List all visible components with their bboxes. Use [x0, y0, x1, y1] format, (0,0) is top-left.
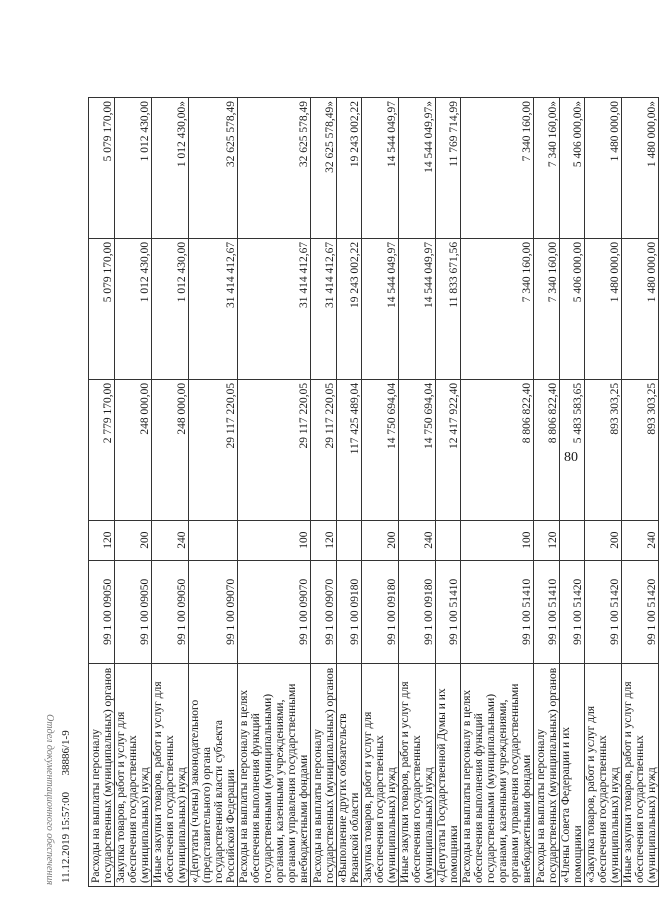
- row-value-c: 1 480 000,00»: [622, 98, 659, 239]
- table-row: [337, 98, 362, 887]
- row-kind: 200: [585, 520, 622, 560]
- row-value-c: 11 769 714,99: [436, 98, 461, 239]
- row-code: 99 1 00 51410: [534, 560, 560, 663]
- row-value-b: 31 414 412,67: [311, 238, 337, 379]
- table-row: [622, 98, 659, 887]
- row-value-c: 32 625 578,49: [238, 98, 311, 239]
- table-row: [585, 98, 622, 887]
- row-kind: 120: [534, 520, 560, 560]
- row-code: 99 1 00 51420: [585, 560, 622, 663]
- row-kind: 100: [461, 520, 534, 560]
- row-value-a: 893 303,25: [622, 379, 659, 520]
- row-value-c: 1 012 430,00»: [152, 98, 189, 239]
- row-value-a: 8 806 822,40: [534, 379, 560, 520]
- row-value-c: 5 079 170,00: [89, 98, 115, 239]
- row-kind: [337, 520, 362, 560]
- row-name: Иные закупки товаров, работ и услуг для обеспечения государственных (муниципальных) нужд: [622, 663, 659, 886]
- row-value-c: 1 012 430,00: [115, 98, 152, 239]
- row-value-b: 11 833 671,56: [436, 238, 461, 379]
- row-value-c: 5 406 000,00»: [560, 98, 585, 239]
- row-kind: 120: [89, 520, 115, 560]
- row-value-b: 19 243 002,22: [337, 238, 362, 379]
- row-value-a: 893 303,25: [585, 379, 622, 520]
- row-value-c: 19 243 002,22: [337, 98, 362, 239]
- row-value-b: 1 012 430,00: [115, 238, 152, 379]
- table-row: [362, 98, 399, 887]
- row-value-a: 12 417 922,40: [436, 379, 461, 520]
- row-value-b: 1 480 000,00: [585, 238, 622, 379]
- row-value-b: 14 544 049,97: [362, 238, 399, 379]
- row-value-b: 7 340 160,00: [534, 238, 560, 379]
- table-row: [534, 98, 560, 887]
- row-name: Иные закупки товаров, работ и услуг для обеспечения государственных (муниципальных) нужд: [399, 663, 436, 886]
- row-code: 99 1 00 09180: [399, 560, 436, 663]
- row-value-c: 7 340 160,00: [461, 98, 534, 239]
- row-code: 99 1 00 09180: [362, 560, 399, 663]
- row-name: Закупка товаров, работ и услуг для обеспечения государственных (муниципальных) нужд: [115, 663, 152, 886]
- table-row: [461, 98, 534, 887]
- row-code: 99 1 00 51410: [461, 560, 534, 663]
- row-value-a: 117 425 489,04: [337, 379, 362, 520]
- row-value-b: 31 414 412,67: [189, 238, 238, 379]
- row-code: 99 1 00 51420: [622, 560, 659, 663]
- document-footer: [60, 730, 72, 883]
- row-code: 99 1 00 09050: [115, 560, 152, 663]
- table-row: [238, 98, 311, 887]
- row-value-a: 29 117 220,05: [189, 379, 238, 520]
- row-value-b: 5 406 000,00: [560, 238, 585, 379]
- row-name: Расходы на выплаты персоналу в целях обеспечения выполнения функций государственными (муниципальными) органами, казенными учреждениями, органами управления государственными внебюджетными фондами: [461, 663, 534, 886]
- row-value-a: 14 750 694,04: [362, 379, 399, 520]
- row-value-c: 1 480 000,00: [585, 98, 622, 239]
- row-value-b: 1 480 000,00: [622, 238, 659, 379]
- table-row: [89, 98, 115, 887]
- row-code: 99 1 00 09050: [89, 560, 115, 663]
- row-value-b: 7 340 160,00: [461, 238, 534, 379]
- row-value-b: 5 079 170,00: [89, 238, 115, 379]
- row-code: 99 1 00 09070: [189, 560, 238, 663]
- row-kind: [189, 520, 238, 560]
- row-name: Расходы на выплаты персоналу государственных (муниципальных) органов: [89, 663, 115, 886]
- row-kind: 200: [115, 520, 152, 560]
- department-stamp: Отдел документационного обеспечения: [44, 714, 55, 885]
- table-row: [560, 98, 585, 887]
- table-row: [115, 98, 152, 887]
- row-value-b: 1 012 430,00: [152, 238, 189, 379]
- row-name: Расходы на выплаты персоналу государственных (муниципальных) органов: [311, 663, 337, 886]
- row-value-a: 248 000,00: [115, 379, 152, 520]
- row-code: 99 1 00 09050: [152, 560, 189, 663]
- table-row: [311, 98, 337, 887]
- row-kind: [560, 520, 585, 560]
- row-value-c: 7 340 160,00»: [534, 98, 560, 239]
- row-value-a: 14 750 694,04: [399, 379, 436, 520]
- row-name: Расходы на выплаты персоналу государственных (муниципальных) органов: [534, 663, 560, 886]
- row-value-a: 29 117 220,05: [311, 379, 337, 520]
- row-kind: [436, 520, 461, 560]
- row-kind: 120: [311, 520, 337, 560]
- row-value-a: 248 000,00: [152, 379, 189, 520]
- row-value-c: 32 625 578,49»: [311, 98, 337, 239]
- footer-date: 11.12.2019 15:57:00: [60, 792, 72, 883]
- row-name: «Члены Совета Федерации и их помощники: [560, 663, 585, 886]
- row-value-a: 5 483 583,65: [560, 379, 585, 520]
- row-value-a: 2 779 170,00: [89, 379, 115, 520]
- row-kind: 240: [622, 520, 659, 560]
- row-code: 99 1 00 51410: [436, 560, 461, 663]
- table-row: [189, 98, 238, 887]
- row-value-c: 32 625 578,49: [189, 98, 238, 239]
- row-name: «Депутаты (члены) законодательного (представительного) органа государственной власти субъекта Российской Федерации: [189, 663, 238, 886]
- table-row: [436, 98, 461, 887]
- row-name: Закупка товаров, работ и услуг для обеспечения государственных (муниципальных) нужд: [362, 663, 399, 886]
- row-name: «Закупка товаров, работ и услуг для обеспечения государственных (муниципальных) нужд: [585, 663, 622, 886]
- row-code: 99 1 00 09070: [311, 560, 337, 663]
- row-name: «Выполнение других обязательств Рязанской области: [337, 663, 362, 886]
- row-kind: 100: [238, 520, 311, 560]
- row-code: 99 1 00 09180: [337, 560, 362, 663]
- row-name: Расходы на выплаты персоналу в целях обеспечения выполнения функций государственными (муниципальными) органами, казенными учреждениями, органами управления государственными внебюджетными фондами: [238, 663, 311, 886]
- row-kind: 240: [399, 520, 436, 560]
- row-name: «Депутаты Государственной Думы и их помощники: [436, 663, 461, 886]
- row-kind: 200: [362, 520, 399, 560]
- budget-table: [88, 97, 659, 887]
- row-value-c: 14 544 049,97: [362, 98, 399, 239]
- row-value-c: 14 544 049,97»: [399, 98, 436, 239]
- page-number: 80: [564, 450, 578, 465]
- row-code: 99 1 00 51420: [560, 560, 585, 663]
- table-row: [152, 98, 189, 887]
- table-row: [399, 98, 436, 887]
- row-value-a: 8 806 822,40: [461, 379, 534, 520]
- footer-doc-number: 38886/1-9: [60, 730, 72, 776]
- row-name: Иные закупки товаров, работ и услуг для обеспечения государственных (муниципальных) нужд: [152, 663, 189, 886]
- row-value-b: 31 414 412,67: [238, 238, 311, 379]
- row-kind: 240: [152, 520, 189, 560]
- row-value-a: 29 117 220,05: [238, 379, 311, 520]
- row-code: 99 1 00 09070: [238, 560, 311, 663]
- row-value-b: 14 544 049,97: [399, 238, 436, 379]
